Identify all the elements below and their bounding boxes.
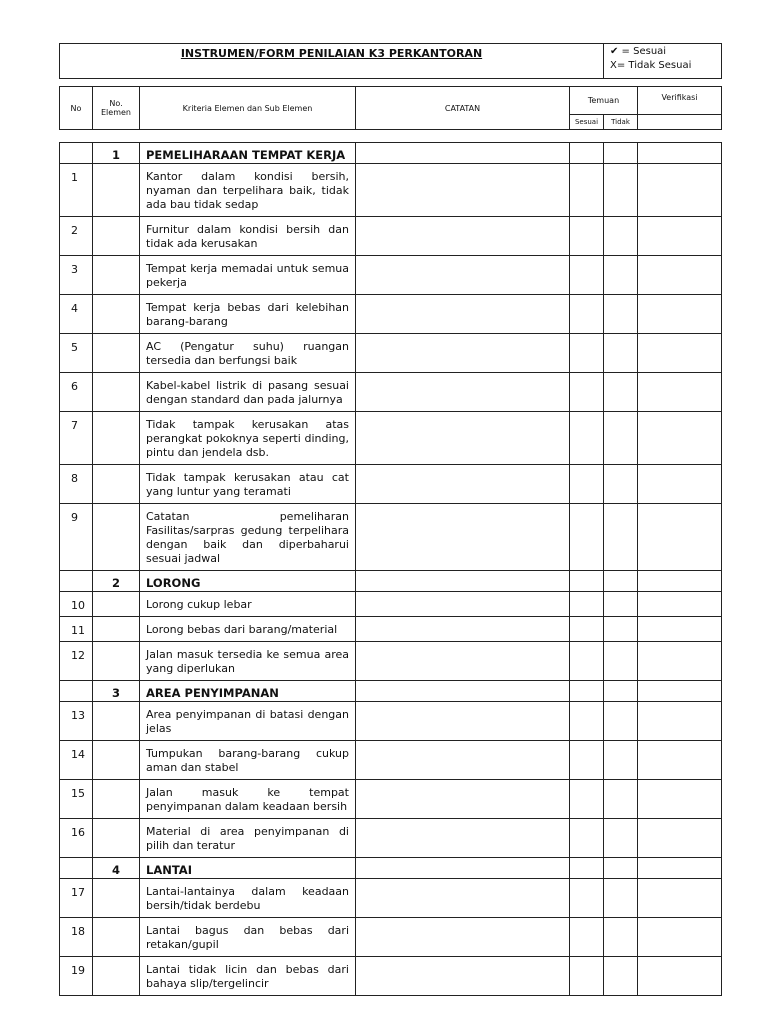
legend [604, 44, 722, 79]
header-verifikasi: Verifikasi [638, 87, 722, 115]
temuan-tidak-cell[interactable] [604, 819, 638, 858]
verifikasi-cell[interactable] [638, 412, 722, 465]
verifikasi-cell[interactable] [638, 819, 722, 858]
catatan-cell[interactable] [356, 918, 570, 957]
catatan-cell[interactable] [356, 571, 570, 592]
table-row [60, 617, 722, 642]
row-criteria: Lantai bagus dan bebas dari retakan/gupil [140, 918, 356, 957]
verifikasi-cell[interactable] [638, 504, 722, 571]
row-element-no [93, 592, 140, 617]
row-criteria: Tidak tampak kerusakan atas perangkat pokoknya seperti dinding, pintu dan jendela dsb. [140, 412, 356, 465]
row-criteria: Tempat kerja memadai untuk semua pekerja [140, 256, 356, 295]
temuan-sesuai-cell[interactable] [570, 681, 604, 702]
row-criteria: Kabel-kabel listrik di pasang sesuai dengan standard dan pada jalurnya [140, 373, 356, 412]
temuan-tidak-cell[interactable] [604, 918, 638, 957]
temuan-sesuai-cell[interactable] [570, 819, 604, 858]
header-sesuai: Sesuai [570, 115, 604, 130]
row-element-no: 4 [93, 858, 140, 879]
row-no: 16 [60, 819, 93, 858]
table-row [60, 256, 722, 295]
temuan-tidak-cell[interactable] [604, 702, 638, 741]
verifikasi-cell[interactable] [638, 217, 722, 256]
temuan-sesuai-cell[interactable] [570, 334, 604, 373]
row-element-no: 2 [93, 571, 140, 592]
verifikasi-cell[interactable] [638, 295, 722, 334]
temuan-tidak-cell[interactable] [604, 957, 638, 996]
row-no: 18 [60, 918, 93, 957]
verifikasi-cell[interactable] [638, 571, 722, 592]
temuan-tidak-cell[interactable] [604, 571, 638, 592]
temuan-sesuai-cell[interactable] [570, 412, 604, 465]
table-row [60, 373, 722, 412]
table-row [60, 592, 722, 617]
temuan-sesuai-cell[interactable] [570, 617, 604, 642]
temuan-tidak-cell[interactable] [604, 780, 638, 819]
row-element-no [93, 819, 140, 858]
row-element-no [93, 957, 140, 996]
catatan-cell[interactable] [356, 295, 570, 334]
row-element-no [93, 295, 140, 334]
section-row [60, 858, 722, 879]
title-box [59, 43, 722, 79]
temuan-tidak-cell[interactable] [604, 741, 638, 780]
temuan-sesuai-cell[interactable] [570, 592, 604, 617]
temuan-sesuai-cell[interactable] [570, 918, 604, 957]
checklist-table [59, 142, 722, 996]
header-no-elemen-line2: Elemen [101, 108, 131, 117]
temuan-sesuai-cell[interactable] [570, 702, 604, 741]
row-criteria: Furnitur dalam kondisi bersih dan tidak ada kerusakan [140, 217, 356, 256]
temuan-sesuai-cell[interactable] [570, 217, 604, 256]
verifikasi-cell[interactable] [638, 592, 722, 617]
row-no: 14 [60, 741, 93, 780]
verifikasi-cell[interactable] [638, 681, 722, 702]
temuan-sesuai-cell[interactable] [570, 504, 604, 571]
row-no [60, 143, 93, 164]
row-no [60, 858, 93, 879]
row-no: 4 [60, 295, 93, 334]
temuan-tidak-cell[interactable] [604, 412, 638, 465]
row-no: 19 [60, 957, 93, 996]
row-criteria: AC (Pengatur suhu) ruangan tersedia dan berfungsi baik [140, 334, 356, 373]
row-element-no [93, 702, 140, 741]
temuan-sesuai-cell[interactable] [570, 256, 604, 295]
row-no: 8 [60, 465, 93, 504]
section-row [60, 681, 722, 702]
row-criteria: Jalan masuk ke tempat penyimpanan dalam keadaan bersih [140, 780, 356, 819]
table-row [60, 465, 722, 504]
row-element-no [93, 164, 140, 217]
table-row [60, 879, 722, 918]
temuan-tidak-cell[interactable] [604, 465, 638, 504]
row-criteria: PEMELIHARAAN TEMPAT KERJA [140, 143, 356, 164]
temuan-sesuai-cell[interactable] [570, 780, 604, 819]
verifikasi-cell[interactable] [638, 741, 722, 780]
table-row [60, 819, 722, 858]
temuan-tidak-cell[interactable] [604, 858, 638, 879]
row-element-no [93, 617, 140, 642]
catatan-cell[interactable] [356, 504, 570, 571]
header-kriteria: Kriteria Elemen dan Sub Elemen [140, 87, 356, 130]
temuan-sesuai-cell[interactable] [570, 642, 604, 681]
row-criteria: Lorong bebas dari barang/material [140, 617, 356, 642]
catatan-cell[interactable] [356, 465, 570, 504]
table-row [60, 504, 722, 571]
temuan-sesuai-cell[interactable] [570, 957, 604, 996]
catatan-cell[interactable] [356, 879, 570, 918]
temuan-sesuai-cell[interactable] [570, 465, 604, 504]
catatan-cell[interactable] [356, 143, 570, 164]
catatan-cell[interactable] [356, 334, 570, 373]
row-element-no [93, 642, 140, 681]
header-temuan: Temuan [570, 87, 638, 115]
row-no: 17 [60, 879, 93, 918]
row-criteria: Catatan pemeliharan Fasilitas/sarpras gedung terpelihara dengan baik dan diperbaharui sesuai jadwal [140, 504, 356, 571]
temuan-tidak-cell[interactable] [604, 334, 638, 373]
row-no: 13 [60, 702, 93, 741]
row-no: 7 [60, 412, 93, 465]
verifikasi-cell[interactable] [638, 465, 722, 504]
temuan-sesuai-cell[interactable] [570, 164, 604, 217]
header-catatan: CATATAN [356, 87, 570, 130]
table-row [60, 702, 722, 741]
row-element-no [93, 334, 140, 373]
catatan-cell[interactable] [356, 681, 570, 702]
catatan-cell[interactable] [356, 164, 570, 217]
temuan-sesuai-cell[interactable] [570, 373, 604, 412]
temuan-tidak-cell[interactable] [604, 879, 638, 918]
row-criteria: Tumpukan barang-barang cukup aman dan stabel [140, 741, 356, 780]
catatan-cell[interactable] [356, 412, 570, 465]
section-row [60, 571, 722, 592]
row-criteria: Material di area penyimpanan di pilih dan teratur [140, 819, 356, 858]
verifikasi-cell[interactable] [638, 256, 722, 295]
row-element-no [93, 918, 140, 957]
catatan-cell[interactable] [356, 373, 570, 412]
verifikasi-cell[interactable] [638, 702, 722, 741]
row-criteria: Kantor dalam kondisi bersih, nyaman dan terpelihara baik, tidak ada bau tidak sedap [140, 164, 356, 217]
catatan-cell[interactable] [356, 780, 570, 819]
legend-tidak-sesuai: X= Tidak Sesuai [610, 60, 692, 71]
verifikasi-cell[interactable] [638, 373, 722, 412]
temuan-tidak-cell[interactable] [604, 217, 638, 256]
row-element-no [93, 504, 140, 571]
temuan-tidak-cell[interactable] [604, 143, 638, 164]
table-row [60, 957, 722, 996]
row-no: 11 [60, 617, 93, 642]
row-no: 5 [60, 334, 93, 373]
table-row [60, 164, 722, 217]
row-no: 15 [60, 780, 93, 819]
row-criteria: Lorong cukup lebar [140, 592, 356, 617]
catatan-cell[interactable] [356, 592, 570, 617]
row-element-no [93, 780, 140, 819]
verifikasi-cell[interactable] [638, 918, 722, 957]
row-element-no [93, 217, 140, 256]
temuan-sesuai-cell[interactable] [570, 741, 604, 780]
verifikasi-cell[interactable] [638, 143, 722, 164]
form-title: INSTRUMEN/FORM PENILAIAN K3 PERKANTORAN [60, 44, 604, 79]
row-criteria: LANTAI [140, 858, 356, 879]
row-no: 1 [60, 164, 93, 217]
header-tidak: Tidak [604, 115, 638, 130]
verifikasi-cell[interactable] [638, 858, 722, 879]
catatan-cell[interactable] [356, 957, 570, 996]
temuan-tidak-cell[interactable] [604, 504, 638, 571]
row-criteria: Jalan masuk tersedia ke semua area yang diperlukan [140, 642, 356, 681]
temuan-tidak-cell[interactable] [604, 642, 638, 681]
verifikasi-cell[interactable] [638, 617, 722, 642]
row-criteria: Lantai tidak licin dan bebas dari bahaya slip/tergelincir [140, 957, 356, 996]
row-no: 6 [60, 373, 93, 412]
temuan-sesuai-cell[interactable] [570, 571, 604, 592]
verifikasi-cell[interactable] [638, 780, 722, 819]
row-element-no: 3 [93, 681, 140, 702]
table-row [60, 741, 722, 780]
temuan-tidak-cell[interactable] [604, 164, 638, 217]
header-verifikasi-blank [638, 115, 722, 130]
row-no: 2 [60, 217, 93, 256]
temuan-sesuai-cell[interactable] [570, 295, 604, 334]
temuan-tidak-cell[interactable] [604, 592, 638, 617]
catatan-cell[interactable] [356, 741, 570, 780]
row-criteria: Lantai-lantainya dalam keadaan bersih/tidak berdebu [140, 879, 356, 918]
row-criteria: Area penyimpanan di batasi dengan jelas [140, 702, 356, 741]
table-row [60, 217, 722, 256]
row-criteria: LORONG [140, 571, 356, 592]
temuan-tidak-cell[interactable] [604, 681, 638, 702]
checklist-rows [60, 143, 722, 996]
table-row [60, 780, 722, 819]
legend-sesuai: ✔ = Sesuai [610, 46, 667, 57]
temuan-sesuai-cell[interactable] [570, 879, 604, 918]
verifikasi-cell[interactable] [638, 164, 722, 217]
catatan-cell[interactable] [356, 217, 570, 256]
catatan-cell[interactable] [356, 702, 570, 741]
row-no [60, 571, 93, 592]
verifikasi-cell[interactable] [638, 334, 722, 373]
temuan-tidak-cell[interactable] [604, 256, 638, 295]
row-criteria: Tempat kerja bebas dari kelebihan barang-barang [140, 295, 356, 334]
row-criteria: Tidak tampak kerusakan atau cat yang luntur yang teramati [140, 465, 356, 504]
row-element-no [93, 879, 140, 918]
row-element-no: 1 [93, 143, 140, 164]
temuan-tidak-cell[interactable] [604, 373, 638, 412]
header-no-elemen [93, 87, 140, 130]
table-row [60, 642, 722, 681]
section-row [60, 143, 722, 164]
row-element-no [93, 465, 140, 504]
temuan-tidak-cell[interactable] [604, 295, 638, 334]
table-row [60, 918, 722, 957]
row-element-no [93, 741, 140, 780]
row-no: 12 [60, 642, 93, 681]
column-header [59, 86, 722, 130]
verifikasi-cell[interactable] [638, 879, 722, 918]
catatan-cell[interactable] [356, 858, 570, 879]
row-element-no [93, 412, 140, 465]
temuan-tidak-cell[interactable] [604, 617, 638, 642]
row-no [60, 681, 93, 702]
table-row [60, 334, 722, 373]
verifikasi-cell[interactable] [638, 957, 722, 996]
catatan-cell[interactable] [356, 256, 570, 295]
table-row [60, 295, 722, 334]
temuan-sesuai-cell[interactable] [570, 143, 604, 164]
header-no-elemen-line1: No. [109, 99, 123, 108]
catatan-cell[interactable] [356, 617, 570, 642]
catatan-cell[interactable] [356, 819, 570, 858]
table-row [60, 412, 722, 465]
catatan-cell[interactable] [356, 642, 570, 681]
temuan-sesuai-cell[interactable] [570, 858, 604, 879]
header-no: No [60, 87, 93, 130]
row-no: 3 [60, 256, 93, 295]
verifikasi-cell[interactable] [638, 642, 722, 681]
row-no: 10 [60, 592, 93, 617]
row-element-no [93, 256, 140, 295]
row-criteria: AREA PENYIMPANAN [140, 681, 356, 702]
row-element-no [93, 373, 140, 412]
row-no: 9 [60, 504, 93, 571]
